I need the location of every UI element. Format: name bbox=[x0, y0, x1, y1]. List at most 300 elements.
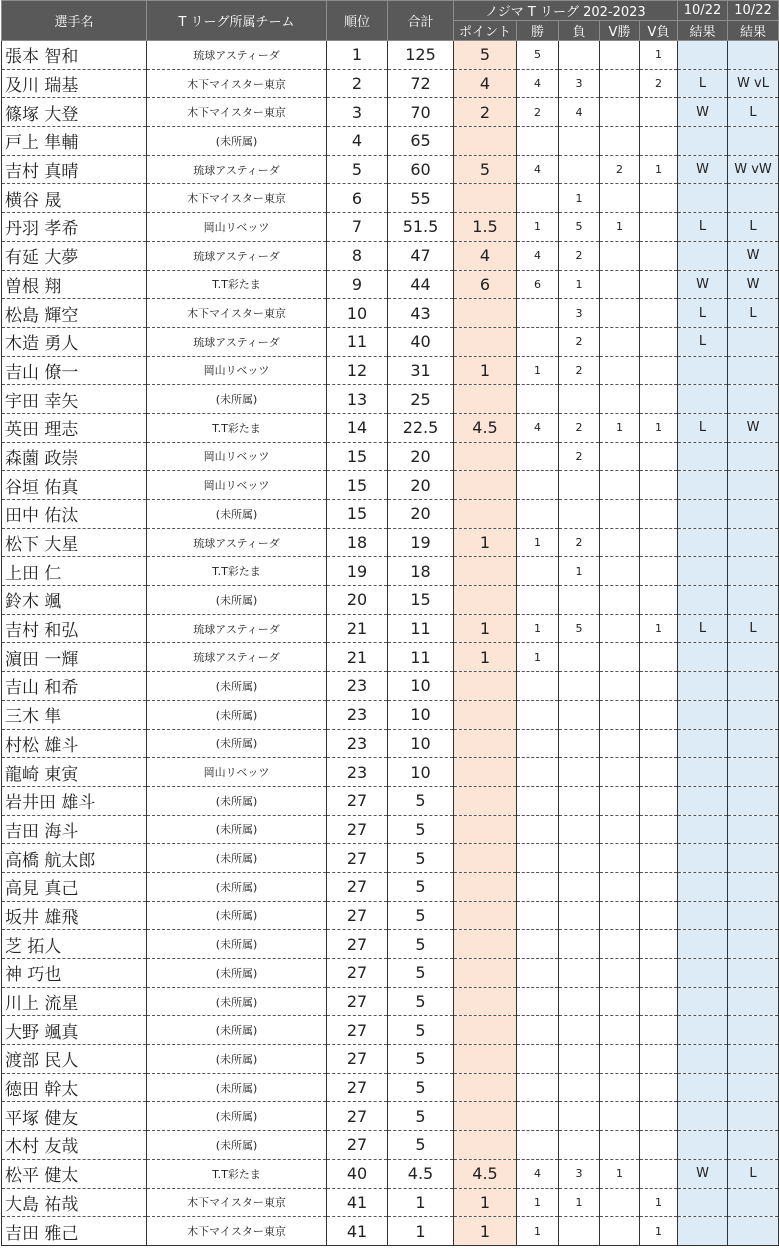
v-losses bbox=[640, 528, 678, 557]
player-name: 横谷 晟 bbox=[2, 184, 147, 213]
result-2 bbox=[728, 471, 779, 500]
losses: 2 bbox=[559, 528, 600, 557]
losses bbox=[559, 815, 600, 844]
team-name: 琉球アスティーダ bbox=[147, 241, 327, 270]
rank: 23 bbox=[327, 729, 388, 758]
team-name: 琉球アスティーダ bbox=[147, 643, 327, 672]
table-row bbox=[2, 270, 779, 299]
ranking-table bbox=[1, 0, 779, 1246]
result-1: L bbox=[678, 413, 728, 442]
player-name: 濵田 一輝 bbox=[2, 643, 147, 672]
v-wins bbox=[600, 758, 640, 787]
v-wins bbox=[600, 844, 640, 873]
result-1 bbox=[678, 1073, 728, 1102]
result-1 bbox=[678, 729, 728, 758]
v-losses bbox=[640, 930, 678, 959]
league-points: 1.5 bbox=[454, 213, 517, 242]
table-header bbox=[2, 1, 779, 41]
rank: 20 bbox=[327, 586, 388, 615]
player-name: 高見 真己 bbox=[2, 872, 147, 901]
league-points bbox=[454, 127, 517, 156]
rank: 41 bbox=[327, 1217, 388, 1246]
losses: 5 bbox=[559, 614, 600, 643]
rank: 7 bbox=[327, 213, 388, 242]
result-2 bbox=[728, 1016, 779, 1045]
result-1 bbox=[678, 586, 728, 615]
total-points: 4.5 bbox=[388, 1159, 454, 1188]
v-wins bbox=[600, 1217, 640, 1246]
league-points bbox=[454, 959, 517, 988]
table-row bbox=[2, 614, 779, 643]
rank: 27 bbox=[327, 786, 388, 815]
result-2 bbox=[728, 987, 779, 1016]
total-points: 22.5 bbox=[388, 413, 454, 442]
v-wins bbox=[600, 959, 640, 988]
wins: 4 bbox=[517, 413, 559, 442]
rank: 6 bbox=[327, 184, 388, 213]
v-losses bbox=[640, 700, 678, 729]
rank: 15 bbox=[327, 471, 388, 500]
rank: 23 bbox=[327, 700, 388, 729]
league-points bbox=[454, 385, 517, 414]
header-loss: 負 bbox=[559, 21, 600, 41]
total-points: 5 bbox=[388, 1045, 454, 1074]
v-losses bbox=[640, 786, 678, 815]
rank: 27 bbox=[327, 1102, 388, 1131]
losses bbox=[559, 155, 600, 184]
v-wins bbox=[600, 729, 640, 758]
team-name: 木下マイスター東京 bbox=[147, 1188, 327, 1217]
table-row bbox=[2, 69, 779, 98]
table-row bbox=[2, 213, 779, 242]
league-points bbox=[454, 1131, 517, 1160]
league-points bbox=[454, 184, 517, 213]
result-1 bbox=[678, 385, 728, 414]
losses bbox=[559, 500, 600, 529]
league-points bbox=[454, 471, 517, 500]
team-name: T.T彩たま bbox=[147, 557, 327, 586]
player-name: 吉村 真晴 bbox=[2, 155, 147, 184]
team-name: 琉球アスティーダ bbox=[147, 614, 327, 643]
rank: 40 bbox=[327, 1159, 388, 1188]
losses: 2 bbox=[559, 327, 600, 356]
player-name: 松平 健太 bbox=[2, 1159, 147, 1188]
total-points: 20 bbox=[388, 471, 454, 500]
wins: 5 bbox=[517, 41, 559, 70]
league-points bbox=[454, 672, 517, 701]
rank: 18 bbox=[327, 528, 388, 557]
v-losses bbox=[640, 1045, 678, 1074]
player-name: 木村 友哉 bbox=[2, 1131, 147, 1160]
result-1 bbox=[678, 471, 728, 500]
table-row bbox=[2, 729, 779, 758]
result-2 bbox=[728, 442, 779, 471]
rank: 19 bbox=[327, 557, 388, 586]
table-row bbox=[2, 528, 779, 557]
wins bbox=[517, 1016, 559, 1045]
rank: 3 bbox=[327, 98, 388, 127]
v-wins bbox=[600, 442, 640, 471]
wins: 1 bbox=[517, 1217, 559, 1246]
team-name: (未所属) bbox=[147, 872, 327, 901]
wins bbox=[517, 1073, 559, 1102]
table-row bbox=[2, 41, 779, 70]
header-vwin: V勝 bbox=[600, 21, 640, 41]
losses bbox=[559, 471, 600, 500]
losses bbox=[559, 729, 600, 758]
rank: 27 bbox=[327, 1131, 388, 1160]
result-2 bbox=[728, 959, 779, 988]
v-wins bbox=[600, 356, 640, 385]
total-points: 70 bbox=[388, 98, 454, 127]
rank: 9 bbox=[327, 270, 388, 299]
table-row bbox=[2, 901, 779, 930]
league-points: 5 bbox=[454, 155, 517, 184]
wins bbox=[517, 672, 559, 701]
result-2 bbox=[728, 844, 779, 873]
league-points bbox=[454, 586, 517, 615]
v-wins bbox=[600, 586, 640, 615]
player-name: 篠塚 大登 bbox=[2, 98, 147, 127]
total-points: 31 bbox=[388, 356, 454, 385]
league-points: 1 bbox=[454, 643, 517, 672]
total-points: 5 bbox=[388, 844, 454, 873]
total-points: 19 bbox=[388, 528, 454, 557]
table-row bbox=[2, 930, 779, 959]
result-2: L bbox=[728, 1159, 779, 1188]
v-losses: 1 bbox=[640, 41, 678, 70]
header-league: ノジマ T リーグ 202-2023 bbox=[454, 1, 678, 21]
result-2 bbox=[728, 1073, 779, 1102]
result-2: W bbox=[728, 413, 779, 442]
rank: 27 bbox=[327, 872, 388, 901]
wins: 1 bbox=[517, 1188, 559, 1217]
team-name: (未所属) bbox=[147, 815, 327, 844]
v-losses bbox=[640, 327, 678, 356]
result-1: L bbox=[678, 213, 728, 242]
team-name: (未所属) bbox=[147, 1016, 327, 1045]
header-name: 選手名 bbox=[2, 1, 147, 41]
team-name: (未所属) bbox=[147, 1131, 327, 1160]
player-name: 森薗 政崇 bbox=[2, 442, 147, 471]
league-points: 1 bbox=[454, 614, 517, 643]
league-points bbox=[454, 500, 517, 529]
result-1 bbox=[678, 786, 728, 815]
wins: 4 bbox=[517, 1159, 559, 1188]
total-points: 5 bbox=[388, 1102, 454, 1131]
total-points: 25 bbox=[388, 385, 454, 414]
losses bbox=[559, 1217, 600, 1246]
player-name: 平塚 健友 bbox=[2, 1102, 147, 1131]
losses bbox=[559, 959, 600, 988]
wins: 1 bbox=[517, 528, 559, 557]
result-1: L bbox=[678, 327, 728, 356]
result-1 bbox=[678, 672, 728, 701]
league-points bbox=[454, 557, 517, 586]
losses: 3 bbox=[559, 299, 600, 328]
league-points: 4.5 bbox=[454, 413, 517, 442]
total-points: 5 bbox=[388, 1131, 454, 1160]
rank: 23 bbox=[327, 758, 388, 787]
total-points: 20 bbox=[388, 442, 454, 471]
result-2 bbox=[728, 872, 779, 901]
table-row bbox=[2, 385, 779, 414]
header-point: ポイント bbox=[454, 21, 517, 41]
table-row bbox=[2, 471, 779, 500]
rank: 27 bbox=[327, 815, 388, 844]
losses bbox=[559, 758, 600, 787]
player-name: 神 巧也 bbox=[2, 959, 147, 988]
v-wins bbox=[600, 1102, 640, 1131]
result-1 bbox=[678, 758, 728, 787]
total-points: 1 bbox=[388, 1188, 454, 1217]
league-points bbox=[454, 700, 517, 729]
player-name: 村松 雄斗 bbox=[2, 729, 147, 758]
team-name: T.T彩たま bbox=[147, 413, 327, 442]
table-row bbox=[2, 500, 779, 529]
losses: 3 bbox=[559, 1159, 600, 1188]
total-points: 5 bbox=[388, 1073, 454, 1102]
v-wins: 2 bbox=[600, 155, 640, 184]
team-name: 木下マイスター東京 bbox=[147, 69, 327, 98]
team-name: (未所属) bbox=[147, 786, 327, 815]
table-row bbox=[2, 700, 779, 729]
rank: 12 bbox=[327, 356, 388, 385]
result-1 bbox=[678, 557, 728, 586]
league-points bbox=[454, 327, 517, 356]
player-name: 坂井 雄飛 bbox=[2, 901, 147, 930]
result-1 bbox=[678, 1188, 728, 1217]
total-points: 18 bbox=[388, 557, 454, 586]
result-1 bbox=[678, 901, 728, 930]
table-row bbox=[2, 155, 779, 184]
wins: 1 bbox=[517, 643, 559, 672]
total-points: 5 bbox=[388, 872, 454, 901]
player-name: 吉村 和弘 bbox=[2, 614, 147, 643]
league-points bbox=[454, 786, 517, 815]
table-row bbox=[2, 442, 779, 471]
wins bbox=[517, 700, 559, 729]
table-row bbox=[2, 1102, 779, 1131]
total-points: 20 bbox=[388, 500, 454, 529]
wins: 4 bbox=[517, 241, 559, 270]
v-wins bbox=[600, 1016, 640, 1045]
result-1 bbox=[678, 1217, 728, 1246]
total-points: 47 bbox=[388, 241, 454, 270]
team-name: (未所属) bbox=[147, 959, 327, 988]
result-1 bbox=[678, 184, 728, 213]
losses: 1 bbox=[559, 270, 600, 299]
v-wins bbox=[600, 672, 640, 701]
total-points: 11 bbox=[388, 643, 454, 672]
rank: 27 bbox=[327, 844, 388, 873]
rank: 27 bbox=[327, 930, 388, 959]
team-name: 琉球アスティーダ bbox=[147, 155, 327, 184]
league-points bbox=[454, 758, 517, 787]
result-2 bbox=[728, 815, 779, 844]
total-points: 10 bbox=[388, 758, 454, 787]
wins bbox=[517, 1131, 559, 1160]
result-2: L bbox=[728, 98, 779, 127]
result-2 bbox=[728, 758, 779, 787]
v-wins bbox=[600, 98, 640, 127]
total-points: 5 bbox=[388, 987, 454, 1016]
wins bbox=[517, 786, 559, 815]
player-name: 松下 大星 bbox=[2, 528, 147, 557]
result-2 bbox=[728, 672, 779, 701]
v-losses bbox=[640, 1102, 678, 1131]
wins bbox=[517, 586, 559, 615]
v-losses bbox=[640, 299, 678, 328]
result-2 bbox=[728, 1188, 779, 1217]
league-points bbox=[454, 1073, 517, 1102]
losses bbox=[559, 1073, 600, 1102]
wins bbox=[517, 844, 559, 873]
team-name: T.T彩たま bbox=[147, 270, 327, 299]
league-points bbox=[454, 901, 517, 930]
result-2 bbox=[728, 1102, 779, 1131]
v-losses bbox=[640, 901, 678, 930]
losses bbox=[559, 872, 600, 901]
wins bbox=[517, 930, 559, 959]
v-wins: 1 bbox=[600, 213, 640, 242]
result-2: W vW bbox=[728, 155, 779, 184]
result-1 bbox=[678, 930, 728, 959]
v-losses bbox=[640, 1159, 678, 1188]
result-1 bbox=[678, 241, 728, 270]
v-wins bbox=[600, 41, 640, 70]
wins: 4 bbox=[517, 69, 559, 98]
v-wins bbox=[600, 127, 640, 156]
total-points: 55 bbox=[388, 184, 454, 213]
v-losses: 1 bbox=[640, 413, 678, 442]
total-points: 65 bbox=[388, 127, 454, 156]
losses bbox=[559, 844, 600, 873]
result-1: W bbox=[678, 155, 728, 184]
result-1: L bbox=[678, 614, 728, 643]
table-row bbox=[2, 959, 779, 988]
table-row bbox=[2, 586, 779, 615]
team-name: 岡山リベッツ bbox=[147, 471, 327, 500]
team-name: (未所属) bbox=[147, 586, 327, 615]
team-name: 木下マイスター東京 bbox=[147, 184, 327, 213]
result-1: W bbox=[678, 1159, 728, 1188]
result-2 bbox=[728, 901, 779, 930]
v-losses bbox=[640, 241, 678, 270]
league-points bbox=[454, 1016, 517, 1045]
v-wins bbox=[600, 987, 640, 1016]
player-name: 吉山 僚一 bbox=[2, 356, 147, 385]
team-name: 岡山リベッツ bbox=[147, 442, 327, 471]
team-name: 岡山リベッツ bbox=[147, 213, 327, 242]
total-points: 51.5 bbox=[388, 213, 454, 242]
league-points bbox=[454, 442, 517, 471]
v-wins bbox=[600, 1188, 640, 1217]
result-1 bbox=[678, 987, 728, 1016]
wins bbox=[517, 815, 559, 844]
result-1 bbox=[678, 1102, 728, 1131]
table-row bbox=[2, 872, 779, 901]
team-name: (未所属) bbox=[147, 385, 327, 414]
losses: 1 bbox=[559, 184, 600, 213]
v-losses bbox=[640, 270, 678, 299]
losses: 2 bbox=[559, 442, 600, 471]
league-points bbox=[454, 815, 517, 844]
table-row bbox=[2, 241, 779, 270]
total-points: 5 bbox=[388, 1016, 454, 1045]
team-name: (未所属) bbox=[147, 127, 327, 156]
total-points: 5 bbox=[388, 815, 454, 844]
result-1: L bbox=[678, 69, 728, 98]
player-name: 及川 瑞基 bbox=[2, 69, 147, 98]
losses bbox=[559, 901, 600, 930]
wins: 4 bbox=[517, 155, 559, 184]
wins bbox=[517, 872, 559, 901]
result-2: L bbox=[728, 299, 779, 328]
rank: 27 bbox=[327, 987, 388, 1016]
result-1 bbox=[678, 959, 728, 988]
wins bbox=[517, 987, 559, 1016]
header-result-2: 結果 bbox=[728, 21, 779, 41]
league-points: 4 bbox=[454, 69, 517, 98]
league-points bbox=[454, 930, 517, 959]
wins bbox=[517, 442, 559, 471]
result-2 bbox=[728, 557, 779, 586]
wins bbox=[517, 327, 559, 356]
result-2 bbox=[728, 528, 779, 557]
losses bbox=[559, 987, 600, 1016]
result-2: W bbox=[728, 270, 779, 299]
result-1 bbox=[678, 1131, 728, 1160]
v-losses bbox=[640, 729, 678, 758]
v-losses: 2 bbox=[640, 69, 678, 98]
result-2 bbox=[728, 586, 779, 615]
league-points: 4 bbox=[454, 241, 517, 270]
header-date-1: 10/22 bbox=[678, 1, 728, 21]
result-1 bbox=[678, 700, 728, 729]
result-2 bbox=[728, 1045, 779, 1074]
header-rank: 順位 bbox=[327, 1, 388, 41]
v-losses bbox=[640, 844, 678, 873]
result-1: W bbox=[678, 98, 728, 127]
team-name: 岡山リベッツ bbox=[147, 356, 327, 385]
result-1: W bbox=[678, 270, 728, 299]
result-1 bbox=[678, 643, 728, 672]
table-row bbox=[2, 127, 779, 156]
rank: 14 bbox=[327, 413, 388, 442]
team-name: 木下マイスター東京 bbox=[147, 1217, 327, 1246]
player-name: 上田 仁 bbox=[2, 557, 147, 586]
wins: 1 bbox=[517, 356, 559, 385]
table-row bbox=[2, 557, 779, 586]
v-wins bbox=[600, 299, 640, 328]
v-losses bbox=[640, 500, 678, 529]
rank: 27 bbox=[327, 959, 388, 988]
losses bbox=[559, 1102, 600, 1131]
table-row bbox=[2, 184, 779, 213]
result-1 bbox=[678, 356, 728, 385]
rank: 27 bbox=[327, 1045, 388, 1074]
v-wins bbox=[600, 1073, 640, 1102]
v-wins bbox=[600, 643, 640, 672]
player-name: 松島 輝空 bbox=[2, 299, 147, 328]
wins bbox=[517, 1045, 559, 1074]
team-name: 琉球アスティーダ bbox=[147, 41, 327, 70]
result-2: W bbox=[728, 241, 779, 270]
team-name: (未所属) bbox=[147, 901, 327, 930]
player-name: 芝 拓人 bbox=[2, 930, 147, 959]
wins bbox=[517, 959, 559, 988]
